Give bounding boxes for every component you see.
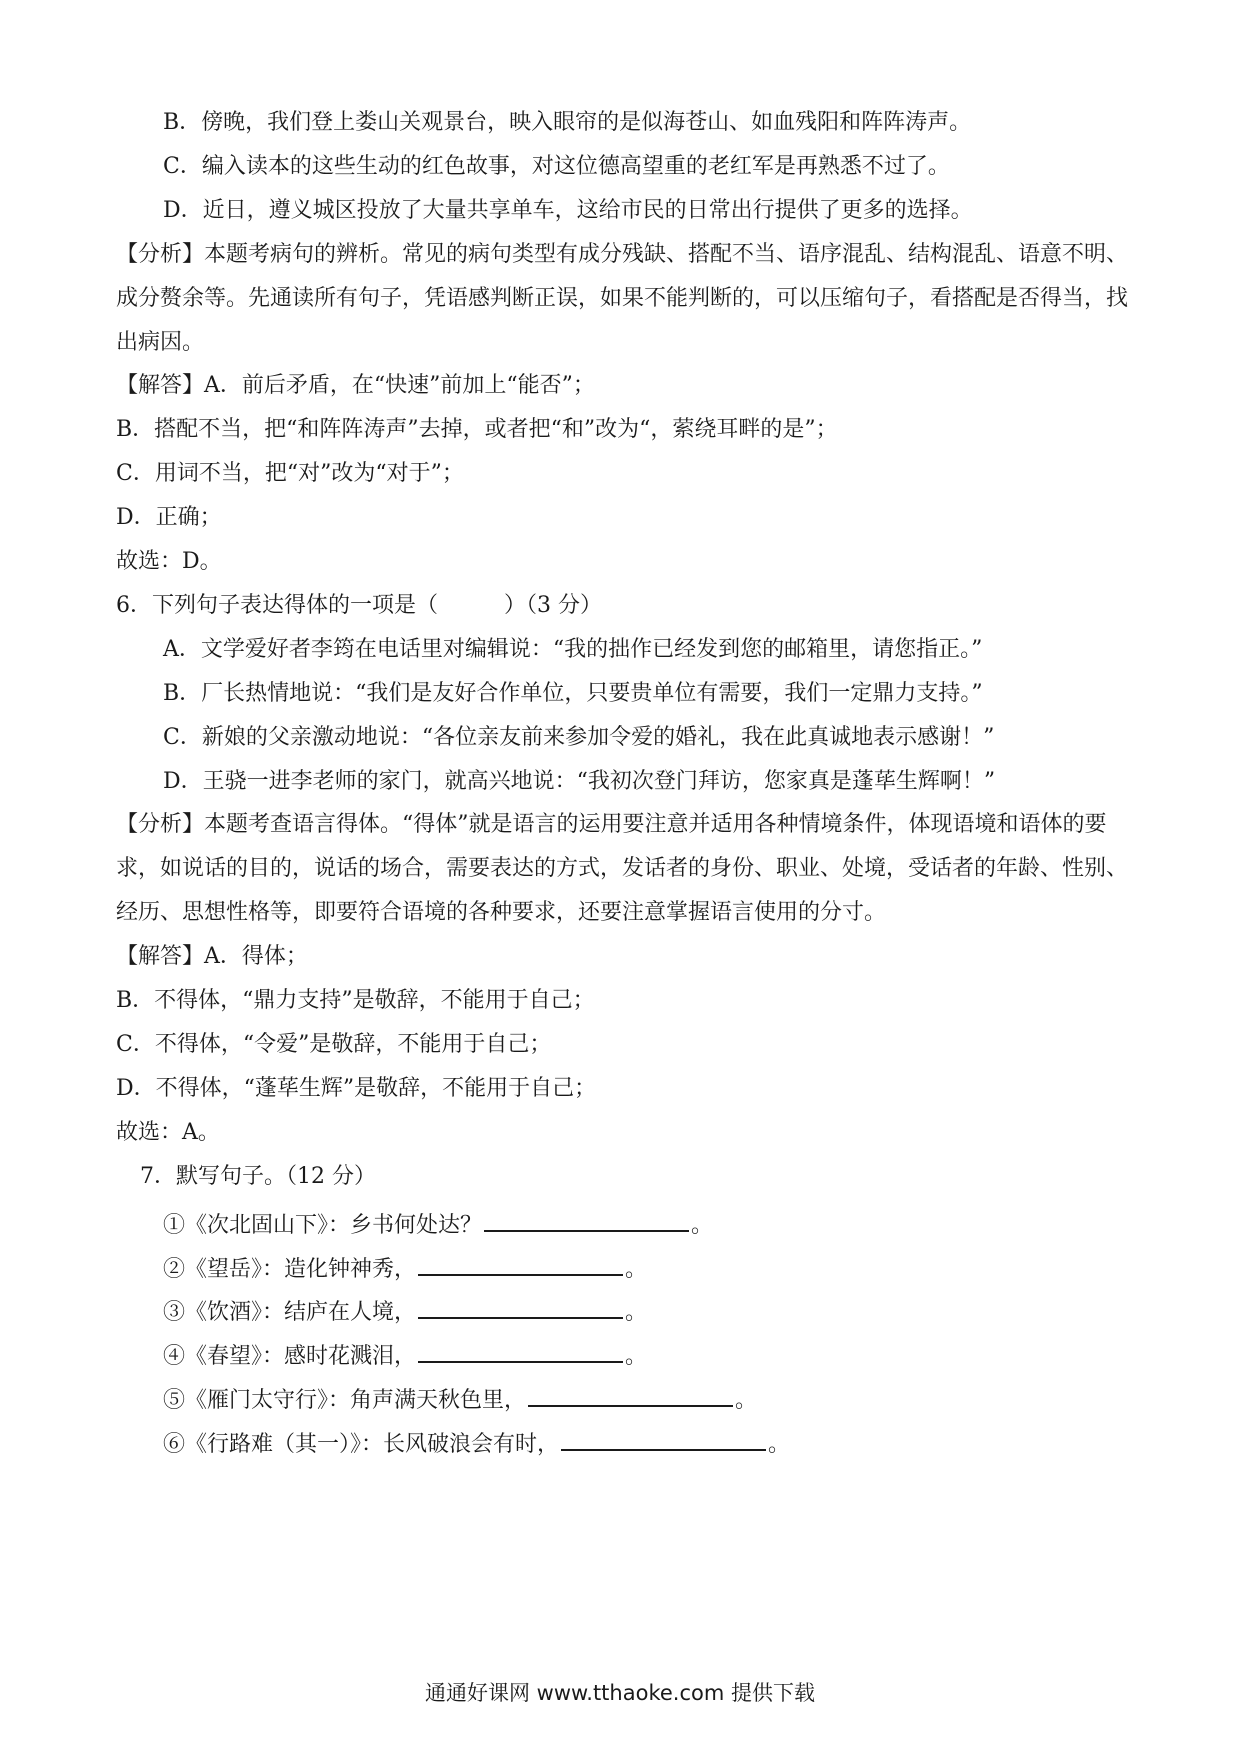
- q7-item-5-answer-blank[interactable]: [528, 1381, 733, 1407]
- q6-analysis-line-1: 【分析】本题考查语言得体。“得体”就是语言的运用要注意并适用各种情境条件，体现语境和语体的要: [116, 812, 1107, 837]
- q7-item-4-prompt: ④《春望》：感时花溅泪，: [163, 1344, 417, 1369]
- q7-item-1-answer-blank[interactable]: [484, 1206, 689, 1232]
- q7-item-2-prompt: ②《望岳》：造化钟神秀，: [163, 1257, 417, 1282]
- q5-answer-line-3: C．用词不当，把“对”改为“对于”；: [116, 461, 464, 486]
- q7-item-6: [163, 1425, 790, 1455]
- q6-analysis-line-2: 求，如说话的目的，说话的场合，需要表达的方式，发话者的身份、职业、处境，受话者的年龄、性别、: [116, 856, 1129, 881]
- q5-answer-line-1: 【解答】A．前后矛盾，在“快速”前加上“能否”；: [116, 373, 595, 398]
- q7-item-2-answer-blank[interactable]: [418, 1250, 623, 1276]
- q6-stem: 6．下列句子表达得体的一项是（ ）（3 分）: [116, 593, 602, 618]
- q6-answer-line-5: 故选：A。: [116, 1120, 220, 1145]
- page-footer: 通通好课网 www.tthaoke.com 提供下载: [425, 1681, 815, 1705]
- q6-option-d: D．王骁一进李老师的家门，就高兴地说：“我初次登门拜访，您家真是蓬荜生辉啊！”: [163, 769, 996, 794]
- q7-item-5-prompt: ⑤《雁门太守行》：角声满天秋色里，: [163, 1388, 527, 1413]
- q5-answer-line-4: D．正确；: [116, 505, 222, 530]
- q7-item-4-answer-blank[interactable]: [418, 1337, 623, 1363]
- q7-stem: 7．默写句子。（12 分）: [140, 1164, 376, 1189]
- q7-item-5-end: 。: [735, 1388, 758, 1413]
- q6-answer-line-3: C．不得体，“令爱”是敬辞，不能用于自己；: [116, 1032, 552, 1057]
- q6-option-c: C．新娘的父亲激动地说：“各位亲友前来参加令爱的婚礼，我在此真诚地表示感谢！”: [163, 725, 995, 750]
- q6-answer-line-1: 【解答】A．得体；: [116, 944, 308, 969]
- q7-item-1-end: 。: [691, 1213, 714, 1238]
- q5-option-c: C．编入读本的这些生动的红色故事，对这位德高望重的老红军是再熟悉不过了。: [163, 154, 950, 179]
- q7-item-5: [163, 1381, 757, 1411]
- q7-item-3-end: 。: [625, 1300, 648, 1325]
- q7-item-4-end: 。: [625, 1344, 648, 1369]
- q5-answer-line-2: B．搭配不当，把“和阵阵涛声”去掉，或者把“和”改为“，萦绕耳畔的是”；: [116, 417, 838, 442]
- q5-answer-line-5: 故选：D。: [116, 549, 222, 574]
- q7-item-6-prompt: ⑥《行路难（其一）》：长风破浪会有时，: [163, 1432, 560, 1457]
- q5-analysis-line-1: 【分析】本题考病句的辨析。常见的病句类型有成分残缺、搭配不当、语序混乱、结构混乱、语意不明、: [116, 242, 1129, 267]
- q7-item-4: [163, 1337, 647, 1367]
- q7-item-1-prompt: ①《次北固山下》：乡书何处达？: [163, 1213, 483, 1238]
- q5-analysis-line-2: 成分赘余等。先通读所有句子，凭语感判断正误，如果不能判断的，可以压缩句子，看搭配是否得当，找: [116, 286, 1129, 311]
- q7-item-6-answer-blank[interactable]: [561, 1425, 766, 1451]
- q7-item-3-answer-blank[interactable]: [418, 1293, 623, 1319]
- q7-item-2: [163, 1250, 647, 1280]
- q6-option-b: B．厂长热情地说：“我们是友好合作单位，只要贵单位有需要，我们一定鼎力支持。”: [163, 681, 983, 706]
- q7-item-2-end: 。: [625, 1257, 648, 1282]
- q7-item-3-prompt: ③《饮酒》：结庐在人境，: [163, 1300, 417, 1325]
- q6-answer-line-4: D．不得体，“蓬荜生辉”是敬辞，不能用于自己；: [116, 1076, 597, 1101]
- q7-item-6-end: 。: [768, 1432, 791, 1457]
- q6-option-a: A．文学爱好者李筠在电话里对编辑说：“我的拙作已经发到您的邮箱里，请您指正。”: [163, 637, 983, 662]
- q5-option-b: B．傍晚，我们登上娄山关观景台，映入眼帘的是似海苍山、如血残阳和阵阵涛声。: [163, 110, 972, 135]
- q5-option-d: D．近日，遵义城区投放了大量共享单车，这给市民的日常出行提供了更多的选择。: [163, 198, 973, 223]
- q6-analysis-line-3: 经历、思想性格等，即要符合语境的各种要求，还要注意掌握语言使用的分寸。: [116, 900, 887, 925]
- q6-answer-line-2: B．不得体，“鼎力支持”是敬辞，不能用于自己；: [116, 988, 595, 1013]
- q7-item-3: [163, 1293, 647, 1323]
- q5-analysis-line-3: 出病因。: [116, 330, 205, 355]
- q7-item-1: [163, 1206, 713, 1236]
